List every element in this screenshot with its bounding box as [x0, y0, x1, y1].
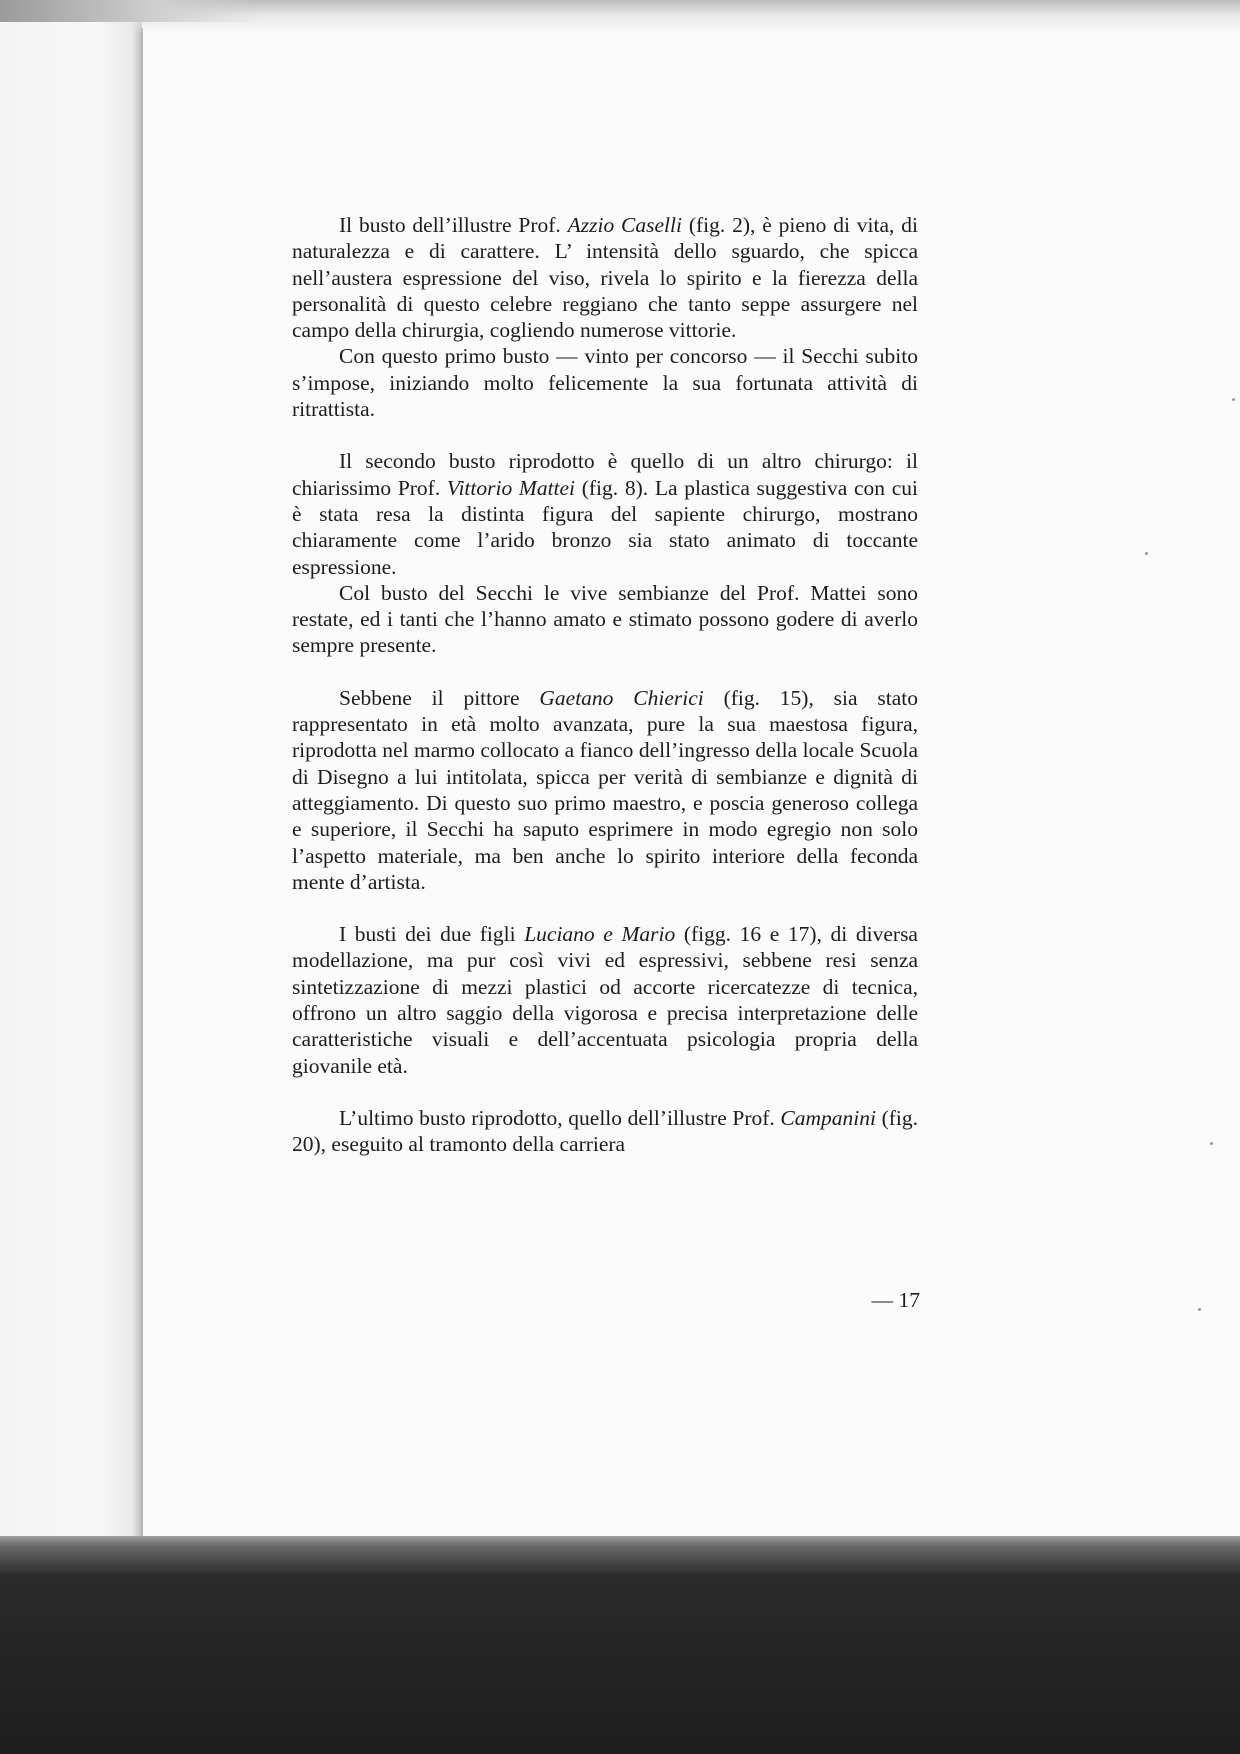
text-run: Il busto dell’illustre Prof. [339, 213, 568, 237]
italic-name: Gaetano Chierici [539, 685, 704, 710]
text-run: (fig. 2), è pieno di vita, di naturalezza e di carattere. L’ intensità dello sguardo, che spicca nell’austera espressione del viso, rivela lo spirito e la fierezza della personalità di questo celebre reggiano che tanto seppe assurgere nel campo della chirurgia, cogliendo numerose vittorie. [292, 213, 918, 343]
paragraph [292, 448, 918, 579]
left-page-edge [0, 0, 142, 1540]
text-run: I busti dei due figli [339, 922, 525, 947]
paragraph [292, 580, 918, 659]
paragraph-gap [292, 1079, 918, 1105]
top-scan-shadow [130, 0, 1240, 34]
page-number: — 17 [871, 1288, 920, 1312]
paragraph [292, 685, 918, 895]
text-run: (figg. 16 e 17), di diversa modellazione, ma pur così vivi ed espressivi, sebbene resi senza sintetizzazione di mezzi plastici od accorte ricercatezze di tecnica, offrono un altro saggio della vigorosa e precisa interpretazione delle caratteristiche visuali e dell’accentuata psicologia propria della giovanile età. [292, 922, 918, 1078]
paragraph-gap [292, 422, 918, 448]
italic-name: Luciano e Mario [524, 922, 676, 947]
text-run: Col busto del Secchi le vive sembianze del Prof. Mattei sono restate, ed i tanti che l’hanno amato e stimato possono godere di averlo sempre presente. [292, 580, 918, 658]
paragraph [292, 212, 918, 343]
top-corner-shadow [0, 0, 260, 22]
body-text [292, 212, 918, 1158]
scanner-bed-background [0, 1536, 1240, 1754]
paragraph [292, 343, 918, 422]
paragraph [292, 1105, 918, 1158]
scan-speck [1210, 1142, 1213, 1145]
paragraph-gap [292, 895, 918, 921]
text-run: L’ultimo busto riprodotto, quello dell’illustre Prof. [339, 1105, 781, 1130]
text-run: (fig. 15), sia stato rappresentato in età molto avanzata, pure la sua maestosa figura, riprodotta nel marmo collocato a fianco dell’ingresso della locale Scuola di Disegno a lui intitolata, spicca per verità di sembianze e dignità di atteggiamento. Di questo suo primo maestro, e poscia generoso collega e superiore, il Secchi ha saputo esprimere in modo egregio non solo l’aspetto materiale, ma ben anche lo spirito interiore della feconda mente d’artista. [292, 685, 918, 894]
italic-name: Campanini [780, 1105, 876, 1130]
paragraph-gap [292, 659, 918, 685]
italic-name: Azzio Caselli [567, 213, 682, 237]
italic-name: Vittorio Mattei [446, 475, 576, 500]
paragraph [292, 921, 918, 1079]
text-run: Con questo primo busto — vinto per concorso — il Secchi subito s’impose, iniziando molto felicemente la sua fortunata attività di ritrattista. [292, 344, 918, 422]
page-gutter-line [141, 28, 143, 1538]
text-run: (fig. 8). La plastica suggestiva con cui è stata resa la distinta figura del sapiente chirurgo, mostrano chiaramente come l’arido bronzo sia stato animato di toccante espressione. [292, 475, 919, 579]
text-run: Sebbene il pittore [339, 685, 540, 710]
text-run: (fig. 20), eseguito al tramonto della carriera [292, 1105, 919, 1157]
scan-speck [1232, 398, 1235, 401]
text-run: Il secondo busto riprodotto è quello di un altro chirurgo: il chiarissimo Prof. [292, 449, 918, 500]
scan-speck [1145, 552, 1148, 555]
scan-speck [1198, 1308, 1201, 1311]
